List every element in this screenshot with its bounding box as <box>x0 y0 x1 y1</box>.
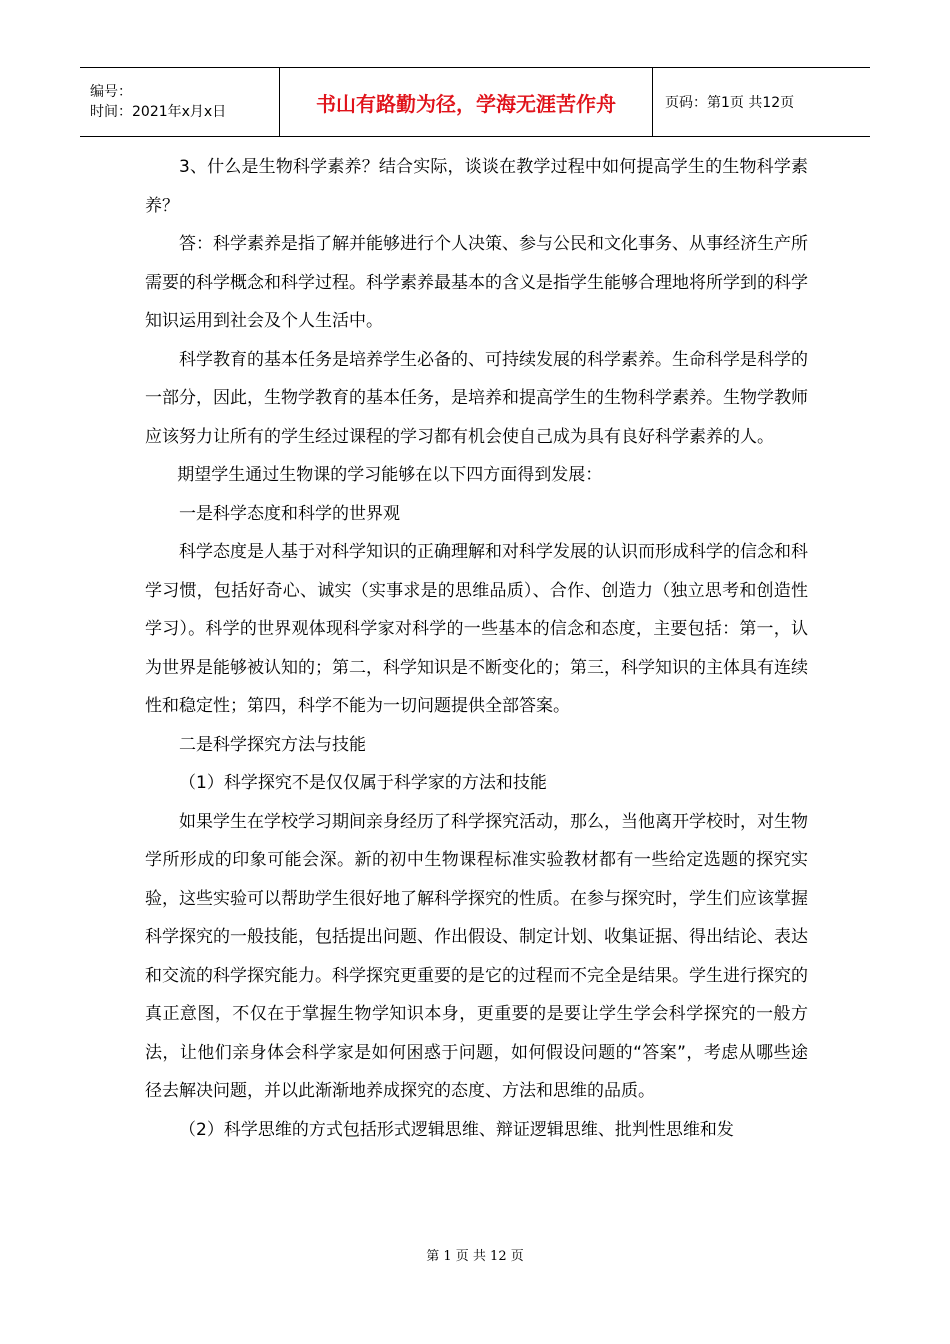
body-paragraph: 如果学生在学校学习期间亲身经历了科学探究活动，那么，当他离开学校时，对生物学所形成的印象可能会深。新的初中生物课程标准实验教材都有一些给定选题的探究实验，这些实验可以帮助学生很好地了解科学探究的性质。在参与探究时，学生们应该掌握科学探究的一般技能，包括提出问题、作出假设、制定计划、收集证据、得出结论、表达和交流的科学探究能力。科学探究更重要的是它的过程而不完全是结果。学生进行探究的真正意图，不仅在于掌握生物学知识本身，更重要的是要让学生学会科学探究的一般方法，让他们亲身体会科学家是如何困惑于问题，如何假设问题的“答案”，考虑从哪些途径去解决问题，并以此渐渐地养成探究的态度、方法和思维的品质。 <box>145 811 808 1101</box>
body-paragraph: 科学教育的基本任务是培养学生必备的、可持续发展的科学素养。生命科学是科学的一部分，因此，生物学教育的基本任务，是培养和提高学生的生物科学素养。生物学教师应该努力让所有的学生经过课程的学习都有机会使自己成为具有良好科学素养的人。 <box>145 349 808 447</box>
header-motto: 书山有路勤为径，学海无涯苦作舟 <box>280 68 653 136</box>
body-paragraph: 期望学生通过生物课的学习能够在以下四方面得到发展： <box>177 465 603 485</box>
header-info-cell <box>80 68 280 136</box>
question-paragraph: 3、什么是生物科学素养？结合实际，谈谈在教学过程中如何提高学生的生物科学素养？ <box>145 157 808 216</box>
document-number: 编号： <box>90 84 132 100</box>
page-footer: 第 1 页 共 12 页 <box>426 1249 524 1264</box>
section-heading: 二是科学探究方法与技能 <box>179 734 366 755</box>
subsection-heading: （1）科学探究不是仅仅属于科学家的方法和技能 <box>179 773 547 793</box>
section-heading: 一是科学态度和科学的世界观 <box>179 503 400 524</box>
body-paragraph: 科学态度是人基于对科学知识的正确理解和对科学发展的认识而形成科学的信念和科学习惯，包括好奇心、诚实（实事求是的思维品质）、合作、创造力（独立思考和创造性学习）。科学的世界观体现科学家对科学的一些基本的信念和态度，主要包括：第一，认为世界是能够被认知的；第二，科学知识是不断变化的；第三，科学知识的主体具有连续性和稳定性；第四，科学不能为一切问题提供全部答案。 <box>145 542 808 716</box>
header-page-number: 页码：第1页 共12页 <box>665 95 795 111</box>
answer-paragraph: 答：科学素养是指了解并能够进行个人决策、参与公民和文化事务、从事经济生产所需要的科学概念和科学过程。科学素养最基本的含义是指学生能够合理地将所学到的科学知识运用到社会及个人生活中。 <box>145 234 808 331</box>
page-header <box>80 67 870 137</box>
subsection-heading: （2）科学思维的方式包括形式逻辑思维、辩证逻辑思维、批判性思维和发 <box>179 1119 734 1140</box>
document-body <box>145 148 808 1149</box>
document-date: 时间：2021年x月x日 <box>90 104 227 120</box>
